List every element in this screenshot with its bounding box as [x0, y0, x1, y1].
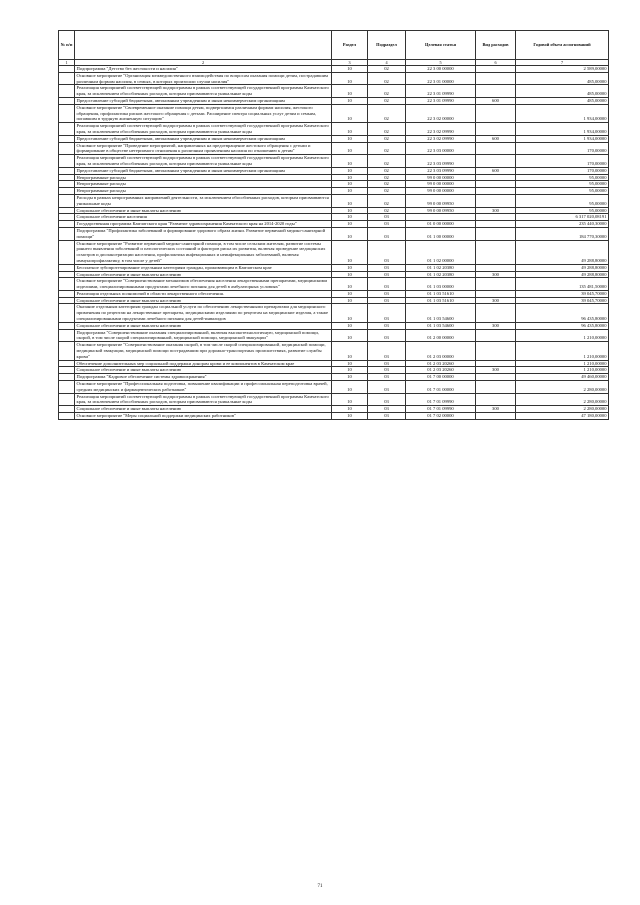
row-subsection: 02	[368, 194, 406, 207]
row-section: 10	[332, 123, 368, 136]
row-target-article: 22 3 00 00000	[406, 66, 476, 73]
row-expense-type	[476, 304, 516, 322]
row-amount: 1 210,00000	[516, 360, 609, 367]
table-row	[59, 393, 609, 406]
row-amount: 170,00000	[516, 167, 609, 174]
row-name: Непрограммные расходы	[75, 188, 332, 195]
row-subsection: 03	[368, 374, 406, 381]
row-number	[59, 97, 75, 104]
row-subsection: 02	[368, 142, 406, 155]
row-section: 10	[332, 135, 368, 142]
row-expense-type	[476, 278, 516, 291]
row-subsection: 02	[368, 181, 406, 188]
row-name: Социальное обеспечение и иные выплаты населению	[75, 406, 332, 413]
row-section: 10	[332, 322, 368, 329]
column-index: 3	[332, 60, 368, 66]
row-target-article: 99 0 00 00000	[406, 181, 476, 188]
row-amount: 1 210,00000	[516, 367, 609, 374]
row-name: Социальное обеспечение и иные выплаты населению	[75, 367, 332, 374]
row-target-article: 22 3 02 09990	[406, 123, 476, 136]
row-number	[59, 271, 75, 278]
row-name: Основное мероприятие "Совершенствование механизмов обеспечения населения лекарственными препаратами, медицинскими изделиями, специализированными продуктами лечебного питания для детей в амбулаторных условиях"	[75, 278, 332, 291]
header-name	[75, 31, 332, 60]
row-name: Предоставление субсидий бюджетным, автономным учреждениям и иным некоммерческим организациям	[75, 167, 332, 174]
row-name: Оказание отдельным категориям граждан социальной услуги по обеспечению лекарственными препаратами для медицинского применения по рецептам на лекарственные препараты, медицинскими изделиями по рецептам на медицинские изделия, а также специализированными продуктами лечебного питания для детей-инвалидов	[75, 304, 332, 322]
row-target-article: 01 1 03 51610	[406, 297, 476, 304]
row-subsection: 02	[368, 85, 406, 98]
row-expense-type	[476, 174, 516, 181]
row-name: Основное мероприятие "Организация межведомственного взаимодействия по вопросам оказания помощи детям, пострадавшим различным формам насилия, в семьях, в которых произошли случаи насилия"	[75, 72, 332, 85]
table-row	[59, 360, 609, 367]
row-target-article: 01 7 00 00000	[406, 374, 476, 381]
row-number	[59, 194, 75, 207]
row-section: 10	[332, 413, 368, 420]
row-target-article: 22 3 03 09990	[406, 167, 476, 174]
row-name: Подпрограмма "Детство без жестокости и насилия"	[75, 66, 332, 73]
row-expense-type: 300	[476, 367, 516, 374]
table-row	[59, 290, 609, 297]
row-subsection: 03	[368, 360, 406, 367]
row-name: Социальное обеспечение населения	[75, 214, 332, 221]
row-section: 10	[332, 290, 368, 297]
row-target-article: 01 7 01 09990	[406, 406, 476, 413]
row-amount: 235 440,30000	[516, 221, 609, 228]
row-section: 10	[332, 381, 368, 394]
row-expense-type	[476, 123, 516, 136]
table-row	[59, 174, 609, 181]
row-subsection: 03	[368, 271, 406, 278]
row-subsection: 02	[368, 174, 406, 181]
row-name: Подпрограмма "Кадровое обеспечение системы здравоохранения"	[75, 374, 332, 381]
row-name: Основное мероприятие "Проведение мероприятий, направленных на предотвращение жестокого обращения с детьми и формирование в обществе нетерпимого отношения к различным проявлениям насилия по отношению к детям"	[75, 142, 332, 155]
row-number	[59, 123, 75, 136]
row-target-article: 01 7 01 00000	[406, 381, 476, 394]
row-amount: 485,00000	[516, 85, 609, 98]
row-name: Предоставление субсидий бюджетным, автономным учреждениям и иным некоммерческим организациям	[75, 97, 332, 104]
row-section: 10	[332, 155, 368, 168]
column-index: 1	[59, 60, 75, 66]
row-amount: 49 288,80000	[516, 271, 609, 278]
table-row	[59, 135, 609, 142]
row-section: 10	[332, 181, 368, 188]
table-row	[59, 194, 609, 207]
row-amount: 96 435,80000	[516, 322, 609, 329]
row-amount: 485,00000	[516, 72, 609, 85]
row-name: Реализация мероприятий соответствующей подпрограммы в рамках соответствующей государственной программы Камчатского края, за исключением обособленных расходов, которым присваиваются уникальные коды	[75, 393, 332, 406]
row-subsection: 03	[368, 413, 406, 420]
row-number	[59, 367, 75, 374]
row-amount: 485,00000	[516, 97, 609, 104]
row-target-article: 22 3 02 00000	[406, 104, 476, 122]
row-subsection: 02	[368, 167, 406, 174]
row-target-article: 01 7 01 09990	[406, 393, 476, 406]
table-row	[59, 188, 609, 195]
row-section: 10	[332, 207, 368, 214]
row-number	[59, 264, 75, 271]
row-expense-type	[476, 342, 516, 360]
row-expense-type	[476, 381, 516, 394]
row-amount: 170,00000	[516, 142, 609, 155]
table-row	[59, 207, 609, 214]
table-row	[59, 367, 609, 374]
row-amount: 47 180,00000	[516, 413, 609, 420]
table-body	[59, 66, 609, 420]
row-subsection: 02	[368, 66, 406, 73]
row-number	[59, 304, 75, 322]
row-number	[59, 85, 75, 98]
row-section: 10	[332, 188, 368, 195]
row-section: 10	[332, 66, 368, 73]
row-section: 10	[332, 174, 368, 181]
row-subsection: 03	[368, 221, 406, 228]
row-subsection: 03	[368, 393, 406, 406]
row-amount: 95,00000	[516, 181, 609, 188]
table-row	[59, 413, 609, 420]
row-number	[59, 181, 75, 188]
row-target-article	[406, 214, 476, 221]
table-row	[59, 342, 609, 360]
row-amount: 135 481,50000	[516, 278, 609, 291]
row-expense-type: 600	[476, 135, 516, 142]
table-row	[59, 271, 609, 278]
row-section: 10	[332, 214, 368, 221]
row-number	[59, 188, 75, 195]
row-subsection: 02	[368, 135, 406, 142]
row-target-article: 01 2 03 20260	[406, 360, 476, 367]
row-number	[59, 174, 75, 181]
row-subsection: 03	[368, 322, 406, 329]
row-subsection: 03	[368, 290, 406, 297]
row-expense-type: 600	[476, 97, 516, 104]
row-section: 10	[332, 142, 368, 155]
table-row	[59, 104, 609, 122]
row-section: 10	[332, 104, 368, 122]
row-subsection: 02	[368, 123, 406, 136]
row-name: Подпрограмма "Совершенствование оказания специализированной, включая высокотехнологичную, медицинской помощи, скорой, в том числе скорой специализированной, медицинской помощи, медицинской эвакуации"	[75, 329, 332, 342]
row-subsection: 03	[368, 367, 406, 374]
row-number	[59, 278, 75, 291]
row-target-article: 01 2 00 00000	[406, 329, 476, 342]
row-expense-type	[476, 290, 516, 297]
row-expense-type	[476, 413, 516, 420]
row-subsection: 02	[368, 207, 406, 214]
row-section: 10	[332, 374, 368, 381]
row-expense-type: 300	[476, 271, 516, 278]
row-number	[59, 297, 75, 304]
header-section: Раздел	[332, 31, 368, 60]
table-row	[59, 214, 609, 221]
row-subsection: 02	[368, 97, 406, 104]
row-target-article: 01 1 02 20380	[406, 264, 476, 271]
table-row	[59, 72, 609, 85]
row-expense-type	[476, 374, 516, 381]
row-amount: 49 288,80000	[516, 240, 609, 264]
table-row	[59, 297, 609, 304]
row-amount: 95,00000	[516, 207, 609, 214]
row-target-article: 01 1 00 00000	[406, 227, 476, 240]
row-amount: 2 589,00000	[516, 66, 609, 73]
row-section: 10	[332, 85, 368, 98]
row-subsection: 02	[368, 72, 406, 85]
table-row	[59, 406, 609, 413]
row-name: Предоставление субсидий бюджетным, автономным учреждениям и иным некоммерческим организациям	[75, 135, 332, 142]
row-number	[59, 342, 75, 360]
row-amount: 96 435,80000	[516, 304, 609, 322]
row-expense-type	[476, 329, 516, 342]
row-number	[59, 290, 75, 297]
header-number: № п/п	[59, 31, 75, 60]
row-amount: 49 460,00000	[516, 374, 609, 381]
row-target-article: 01 2 03 20260	[406, 367, 476, 374]
row-target-article: 99 0 00 00000	[406, 188, 476, 195]
row-name: Основное мероприятие "Меры социальной поддержки медицинских работников"	[75, 413, 332, 420]
row-expense-type: 300	[476, 297, 516, 304]
table-row	[59, 123, 609, 136]
row-subsection: 03	[368, 406, 406, 413]
row-target-article: 01 1 03 51610	[406, 290, 476, 297]
column-index: 5	[406, 60, 476, 66]
column-index: 6	[476, 60, 516, 66]
column-index: 2	[75, 60, 332, 66]
header-expense-type: Вид расходов	[476, 31, 516, 60]
row-amount: 1 934,00000	[516, 123, 609, 136]
row-number	[59, 406, 75, 413]
row-number	[59, 142, 75, 155]
row-section: 10	[332, 406, 368, 413]
row-name: Реализация мероприятий соответствующей подпрограммы в рамках соответствующей государственной программы Камчатского края, за исключением обособленных расходов, которым присваиваются уникальные коды	[75, 155, 332, 168]
table-row	[59, 322, 609, 329]
row-expense-type: 300	[476, 207, 516, 214]
row-section: 10	[332, 221, 368, 228]
row-target-article: 99 0 00 00000	[406, 174, 476, 181]
budget-table-page	[58, 30, 608, 420]
row-target-article: 01 1 03 54600	[406, 322, 476, 329]
row-target-article: 01 1 02 00000	[406, 240, 476, 264]
row-number	[59, 240, 75, 264]
row-subsection: 03	[368, 329, 406, 342]
row-number	[59, 66, 75, 73]
row-expense-type	[476, 214, 516, 221]
row-amount: 184 770,30000	[516, 227, 609, 240]
row-amount: 95,00000	[516, 174, 609, 181]
row-expense-type	[476, 155, 516, 168]
row-name: Реализация мероприятий соответствующей подпрограммы в рамках соответствующей государственной программы Камчатского края, за исключением обособленных расходов, которым присваиваются уникальные коды	[75, 85, 332, 98]
column-index: 7	[516, 60, 609, 66]
row-subsection: 03	[368, 381, 406, 394]
row-subsection: 02	[368, 155, 406, 168]
row-expense-type: 600	[476, 167, 516, 174]
row-number	[59, 322, 75, 329]
row-name: Обеспечение дополнительных мер социальной поддержки донорам крови и ее компонентов в Камчатском крае	[75, 360, 332, 367]
row-name: Основное мероприятие "Профессиональная подготовка, повышение квалификации и профессиональная переподготовка врачей, средних медицинских и фармацевтических работников"	[75, 381, 332, 394]
row-expense-type	[476, 104, 516, 122]
row-expense-type	[476, 194, 516, 207]
row-expense-type: 300	[476, 322, 516, 329]
row-subsection: 03	[368, 342, 406, 360]
row-subsection: 02	[368, 188, 406, 195]
row-target-article: 22 3 03 09990	[406, 155, 476, 168]
table-header-row	[59, 31, 609, 60]
column-index: 4	[368, 60, 406, 66]
row-section: 10	[332, 167, 368, 174]
row-number	[59, 221, 75, 228]
table-row	[59, 85, 609, 98]
row-number	[59, 374, 75, 381]
row-amount: 1 934,00000	[516, 104, 609, 122]
row-amount: 1 210,00000	[516, 329, 609, 342]
table-row	[59, 329, 609, 342]
row-target-article: 01 1 03 54600	[406, 304, 476, 322]
row-expense-type	[476, 393, 516, 406]
header-target-article: Целевая статья	[406, 31, 476, 60]
header-subsection: Подраздел	[368, 31, 406, 60]
row-name: Основное мероприятие "Развитие первичной медико-санитарной помощи, в том числе сельским жителям, развитие системы раннего выявления заболеваний и патологических состояний и факторов риска их развития, включая проведение медицинских осмотров и диспансеризации населения, профилактика инфекционных и неинфекционных заболеваний, включая иммунопрофилактику, в том числе у детей"	[75, 240, 332, 264]
row-target-article: 22 3 01 09990	[406, 97, 476, 104]
row-number	[59, 360, 75, 367]
row-number	[59, 135, 75, 142]
row-section: 10	[332, 227, 368, 240]
row-expense-type	[476, 264, 516, 271]
row-target-article: 22 3 03 00000	[406, 142, 476, 155]
row-subsection: 02	[368, 104, 406, 122]
row-name: Реализация отдельных полномочий в области лекарственного обеспечения.	[75, 290, 332, 297]
table-row	[59, 264, 609, 271]
row-name: Бесплатное зубопротезирование отдельным категориям граждан, проживающим в Камчатском крае	[75, 264, 332, 271]
row-name: Основное мероприятие "Своевременное оказание помощи детям, подвергшимся различным формам насилия, жестокого обращения, профилактика рисков жестокого обращения с детьми. Расширение спектра социальных услуг детям и семьям, попавшим в трудную жизненную ситуацию"	[75, 104, 332, 122]
row-amount: 6 317 020,08191	[516, 214, 609, 221]
row-section: 10	[332, 304, 368, 322]
header-annual-amount: Годовой объем ассигнований	[516, 31, 609, 60]
row-name: Социальное обеспечение и иные выплаты населению	[75, 271, 332, 278]
row-amount: 2 280,00000	[516, 393, 609, 406]
table-row	[59, 240, 609, 264]
row-amount: 2 280,00000	[516, 406, 609, 413]
row-section: 10	[332, 72, 368, 85]
table-row	[59, 221, 609, 228]
row-expense-type	[476, 142, 516, 155]
row-expense-type	[476, 188, 516, 195]
row-subsection: 03	[368, 214, 406, 221]
row-name: Расходы в рамках непрограммных направлений деятельности, за исключением обособленных расходов, которым присваиваются уникальные коды	[75, 194, 332, 207]
row-target-article: 22 3 01 00000	[406, 72, 476, 85]
row-name: Реализация мероприятий соответствующей подпрограммы в рамках соответствующей государственной программы Камчатского края, за исключением обособленных расходов, которым присваиваются уникальные коды	[75, 123, 332, 136]
row-expense-type	[476, 85, 516, 98]
row-subsection: 03	[368, 264, 406, 271]
row-name: Основное мероприятие "Совершенствование оказания скорой, в том числе скорой специализированной, медицинской помощи, медицинской эвакуации, медицинской помощи пострадавшим при дорожно-транспортных происшествиях, развитие службы крови"	[75, 342, 332, 360]
row-expense-type	[476, 72, 516, 85]
row-amount: 39 045,70000	[516, 297, 609, 304]
row-expense-type	[476, 66, 516, 73]
row-target-article: 01 1 02 20380	[406, 271, 476, 278]
row-amount: 170,00000	[516, 155, 609, 168]
row-name: Подпрограмма "Профилактика заболеваний и формирование здорового образа жизни. Развитие первичной медико-санитарной помощи"	[75, 227, 332, 240]
row-amount: 49 288,80000	[516, 264, 609, 271]
table-row	[59, 374, 609, 381]
row-subsection: 03	[368, 278, 406, 291]
row-target-article: 99 0 00 09950	[406, 207, 476, 214]
row-subsection: 03	[368, 304, 406, 322]
table-row	[59, 381, 609, 394]
table-row	[59, 227, 609, 240]
row-number	[59, 72, 75, 85]
row-section: 10	[332, 264, 368, 271]
row-name: Социальное обеспечение и иные выплаты населению	[75, 297, 332, 304]
row-section: 10	[332, 194, 368, 207]
row-section: 10	[332, 240, 368, 264]
row-subsection: 03	[368, 227, 406, 240]
row-number	[59, 155, 75, 168]
row-target-article: 01 1 03 00000	[406, 278, 476, 291]
table-row	[59, 304, 609, 322]
row-section: 10	[332, 97, 368, 104]
row-section: 10	[332, 360, 368, 367]
row-number	[59, 393, 75, 406]
row-target-article: 22 3 02 09990	[406, 135, 476, 142]
row-number	[59, 207, 75, 214]
row-amount: 95,00000	[516, 194, 609, 207]
page-number: 71	[317, 884, 323, 889]
row-section: 10	[332, 278, 368, 291]
row-amount: 2 280,00000	[516, 381, 609, 394]
row-number	[59, 329, 75, 342]
row-section: 10	[332, 271, 368, 278]
row-expense-type	[476, 181, 516, 188]
row-target-article: 01 0 00 00000	[406, 221, 476, 228]
row-name: Государственная программа Камчатского края "Развитие здравоохранения Камчатского края на 2014-2020 годы"	[75, 221, 332, 228]
row-subsection: 03	[368, 240, 406, 264]
table-row	[59, 167, 609, 174]
row-target-article: 22 3 01 09990	[406, 85, 476, 98]
row-target-article: 01 7 02 00000	[406, 413, 476, 420]
row-name: Непрограммные расходы	[75, 174, 332, 181]
row-name: Непрограммные расходы	[75, 181, 332, 188]
row-section: 10	[332, 329, 368, 342]
row-expense-type	[476, 360, 516, 367]
table-row	[59, 97, 609, 104]
row-number	[59, 214, 75, 221]
row-expense-type: 300	[476, 406, 516, 413]
row-number	[59, 104, 75, 122]
row-name: Социальное обеспечение и иные выплаты населению	[75, 207, 332, 214]
table-row	[59, 278, 609, 291]
row-amount: 39 045,70000	[516, 290, 609, 297]
row-number	[59, 413, 75, 420]
row-section: 10	[332, 367, 368, 374]
row-expense-type	[476, 227, 516, 240]
row-number	[59, 227, 75, 240]
row-amount: 1 934,00000	[516, 135, 609, 142]
row-subsection: 03	[368, 297, 406, 304]
row-expense-type	[476, 221, 516, 228]
table-row	[59, 142, 609, 155]
row-number	[59, 167, 75, 174]
row-amount: 95,00000	[516, 188, 609, 195]
row-section: 10	[332, 342, 368, 360]
row-name: Социальное обеспечение и иные выплаты населению	[75, 322, 332, 329]
row-expense-type	[476, 240, 516, 264]
row-target-article: 01 2 03 00000	[406, 342, 476, 360]
row-section: 10	[332, 297, 368, 304]
budget-allocation-table	[58, 30, 609, 420]
row-amount: 1 210,00000	[516, 342, 609, 360]
table-row	[59, 66, 609, 73]
table-row	[59, 155, 609, 168]
row-target-article: 99 0 00 09950	[406, 194, 476, 207]
row-section: 10	[332, 393, 368, 406]
row-number	[59, 381, 75, 394]
table-row	[59, 181, 609, 188]
